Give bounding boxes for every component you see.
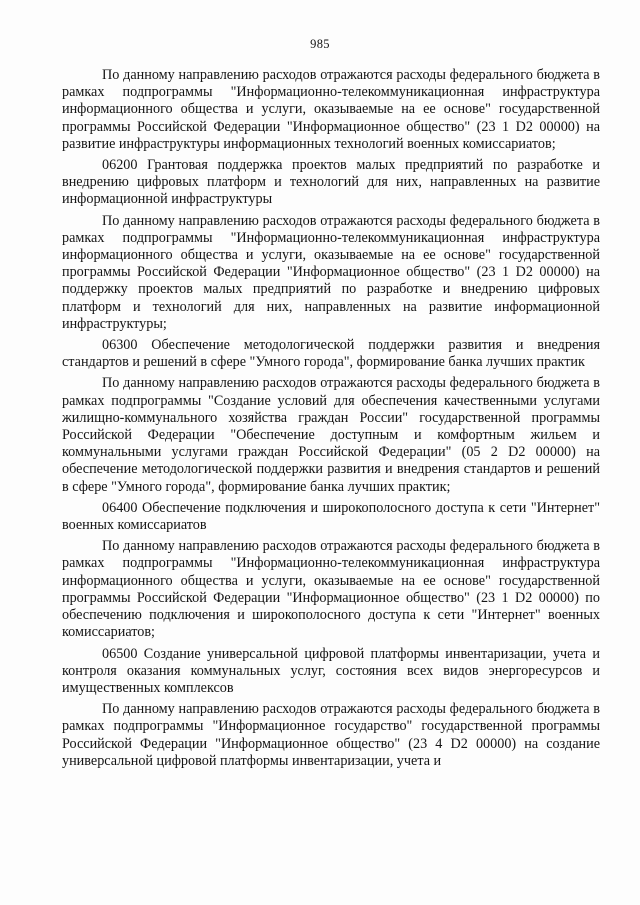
paragraph: 06200 Грантовая поддержка проектов малых предприятий по разработке и внедрению цифровых платформ и технологий для них, направленных на развитие информационной инфраструктуры [62,157,600,208]
paragraph: По данному направлению расходов отражаются расходы федерального бюджета в рамках подпрограммы "Создание условий для обеспечения качественными услугами жилищно-коммунального хозяйства граждан России" государственной программы Российской Федерации "Обеспечение доступным и комфортным жильем и коммунальными услугами граждан Российской Федерации" (05 2 D2 00000) на обеспечение методологической поддержки развития и внедрения стандартов и решений в сфере "Умного города", формирование банка лучших практик; [62,375,600,495]
document-body [62,67,600,774]
page-number: 985 [310,37,330,51]
paragraph: По данному направлению расходов отражаются расходы федерального бюджета в рамках подпрограммы "Информационно-телекоммуникационная инфраструктура информационного общества и услуги, оказываемые на ее основе" государственной программы Российской Федерации "Информационное общество" (23 1 D2 00000) по обеспечению подключения и широкополосного доступа к сети "Интернет" военных комиссариатов; [62,538,600,641]
paragraph: По данному направлению расходов отражаются расходы федерального бюджета в рамках подпрограммы "Информационно-телекоммуникационная инфраструктура информационного общества и услуги, оказываемые на ее основе" государственной программы Российской Федерации "Информационное общество" (23 1 D2 00000) на развитие инфраструктуры информационных технологий военных комиссариатов; [62,67,600,152]
paragraph: 06300 Обеспечение методологической поддержки развития и внедрения стандартов и решений в сфере "Умного города", формирование банка лучших практик [62,337,600,371]
paragraph: По данному направлению расходов отражаются расходы федерального бюджета в рамках подпрограммы "Информационное государство" государственной программы Российской Федерации "Информационное общество" (23 4 D2 00000) на создание универсальной цифровой платформы инвентаризации, учета и [62,701,600,769]
paragraph: По данному направлению расходов отражаются расходы федерального бюджета в рамках подпрограммы "Информационно-телекоммуникационная инфраструктура информационного общества и услуги, оказываемые на ее основе" государственной программы Российской Федерации "Информационное общество" (23 1 D2 00000) на поддержку проектов малых предприятий по разработке и внедрению цифровых платформ и технологий для них, направленных на развитие информационной инфраструктуры; [62,212,600,332]
paragraph: 06400 Обеспечение подключения и широкополосного доступа к сети "Интернет" военных комиссариатов [62,499,600,534]
paragraph: 06500 Создание универсальной цифровой платформы инвентаризации, учета и контроля оказания коммунальных услуг, состояния всех видов энергоресурсов и имущественных комплексов [62,645,600,696]
